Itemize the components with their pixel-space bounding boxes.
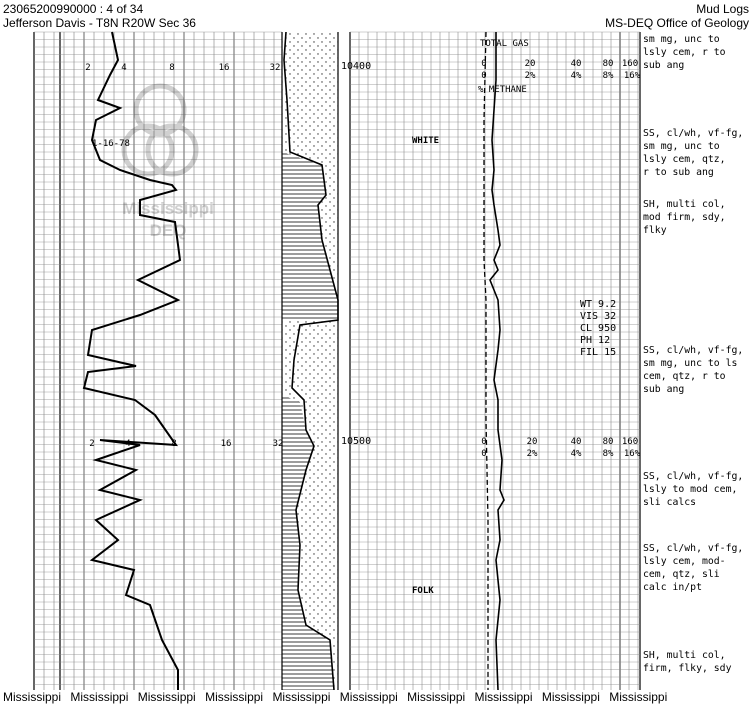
gas-scale-labels [478,39,641,459]
lith-desc-2-line-1: mod firm, sdy, [643,212,726,223]
lith-desc-4-line-2: sli calcs [643,497,697,508]
total-gas-title: TOTAL GAS [480,39,529,49]
drill-scale-upper-16: 16 [218,63,230,73]
drill-scale-upper-32: 32 [269,63,281,73]
lith-desc-3-line-2: cem, qtz, r to [643,371,726,382]
drill-scale-upper-2: 2 [85,63,91,73]
lith-desc-5-line-3: calc in/pt [643,582,702,593]
gas-upper-a-0: 0 [481,59,487,69]
footer-word: Mississippi [541,690,600,704]
gas-lower-b-16: 16% [623,449,641,459]
lith-desc-3-line-0: SS, cl/wh, vf-fg, [643,345,744,356]
lith-desc-2-line-2: flky [643,225,667,236]
footer-watermark [3,690,752,705]
mud-prop-wt: WT 9.2 [580,299,617,310]
gas-upper-b-2: 2% [524,71,536,81]
footer-word: Mississippi [3,690,62,704]
mud-prop-vis: VIS 32 [580,311,617,322]
drill-scale-lower-4: 4 [125,439,131,449]
depth-mark-10400: 10400 [341,61,372,72]
footer-word: Mississippi [407,690,466,704]
gas-upper-b-16: 16% [623,71,641,81]
lith-desc-6-line-0: SH, multi col, [643,650,726,661]
drill-scale-upper-8: 8 [169,63,175,73]
mud-properties [580,299,616,358]
depth-mark-10500: 10500 [341,436,372,447]
well-location: Jefferson Davis - T8N R20W Sec 36 [3,16,196,30]
drill-scale-lower-8: 8 [171,439,177,449]
lith-desc-5-line-1: lsly cem, mod- [643,556,726,567]
drill-scale-lower-32: 32 [272,439,284,449]
lith-desc-4-line-0: SS, cl/wh, vf-fg, [643,471,744,482]
lith-desc-3-line-1: sm mg, unc to ls [643,358,738,369]
gas-lower-b-8: 8% [602,449,614,459]
lith-desc-0-line-2: sub ang [643,60,685,71]
footer-word: Mississippi [137,690,196,704]
lith-desc-6-line-1: firm, flky, sdy [643,663,732,674]
footer-word: Mississippi [205,690,264,704]
gas-lower-a-160: 160 [621,437,639,447]
gas-upper-b-4: 4% [570,71,582,81]
gas-upper-b-8: 8% [602,71,614,81]
gas-lower-b-4: 4% [570,449,582,459]
lith-desc-5-line-2: cem, qtz, sli [643,569,720,580]
document-id: 23065200990000 : 4 of 34 [3,2,144,16]
gas-lower-b-2: 2% [526,449,538,459]
gas-lower-a-40: 40 [570,437,582,447]
lith-desc-5-line-0: SS, cl/wh, vf-fg, [643,543,744,554]
footer-word: Mississippi [70,690,129,704]
gas-upper-a-160: 160 [621,59,639,69]
footer-word: Mississippi [609,690,668,704]
mud-prop-fil: FIL 15 [580,347,617,358]
document-type: Mud Logs [696,2,749,16]
footer-word: Mississippi [339,690,398,704]
footer-word: Mississippi [272,690,331,704]
gas-upper-a-80: 80 [602,59,614,69]
date-note: 1-16-78 [92,139,130,149]
watermark-line1: Mississippi [122,199,214,218]
watermark-line2: DEQ [149,221,187,240]
lith-desc-3-line-3: sub ang [643,384,685,395]
lith-desc-1-line-0: SS, cl/wh, vf-fg, [643,128,744,139]
drill-scale-upper-4: 4 [121,63,127,73]
lith-desc-4-line-1: lsly to mod cem, [643,484,738,495]
mud-prop-ph: PH 12 [580,335,611,346]
mud-prop-cl: CL 950 [580,323,617,334]
footer-word: Mississippi [474,690,533,704]
lithology-column [282,32,338,690]
lith-desc-0-line-1: lsly cem, r to [643,47,726,58]
gas-upper-b-0: 0 [481,71,487,81]
gas-lower-a-0: 0 [481,437,487,447]
agency-name: MS-DEQ Office of Geology [605,16,749,30]
lithology-descriptions [643,34,743,674]
sample-note-white: WHITE [412,136,440,146]
mississippi-deq-watermark [122,86,214,240]
gas-lower-b-0: 0 [481,449,487,459]
lith-desc-1-line-3: r to sub ang [643,167,714,178]
lith-desc-1-line-1: sm mg, unc to [643,141,720,152]
gas-lower-a-20: 20 [526,437,538,447]
methane-title: % METHANE [478,85,527,95]
sample-note-folk: FOLK [412,586,434,596]
lith-desc-0-line-0: sm mg, unc to [643,34,720,45]
gas-lower-a-80: 80 [602,437,614,447]
drill-scale-lower-2: 2 [89,439,95,449]
drill-scale-lower-16: 16 [220,439,232,449]
gas-upper-a-40: 40 [570,59,582,69]
lith-desc-1-line-2: lsly cem, qtz, [643,154,726,165]
lith-desc-2-line-0: SH, multi col, [643,199,726,210]
gas-upper-a-20: 20 [524,59,536,69]
